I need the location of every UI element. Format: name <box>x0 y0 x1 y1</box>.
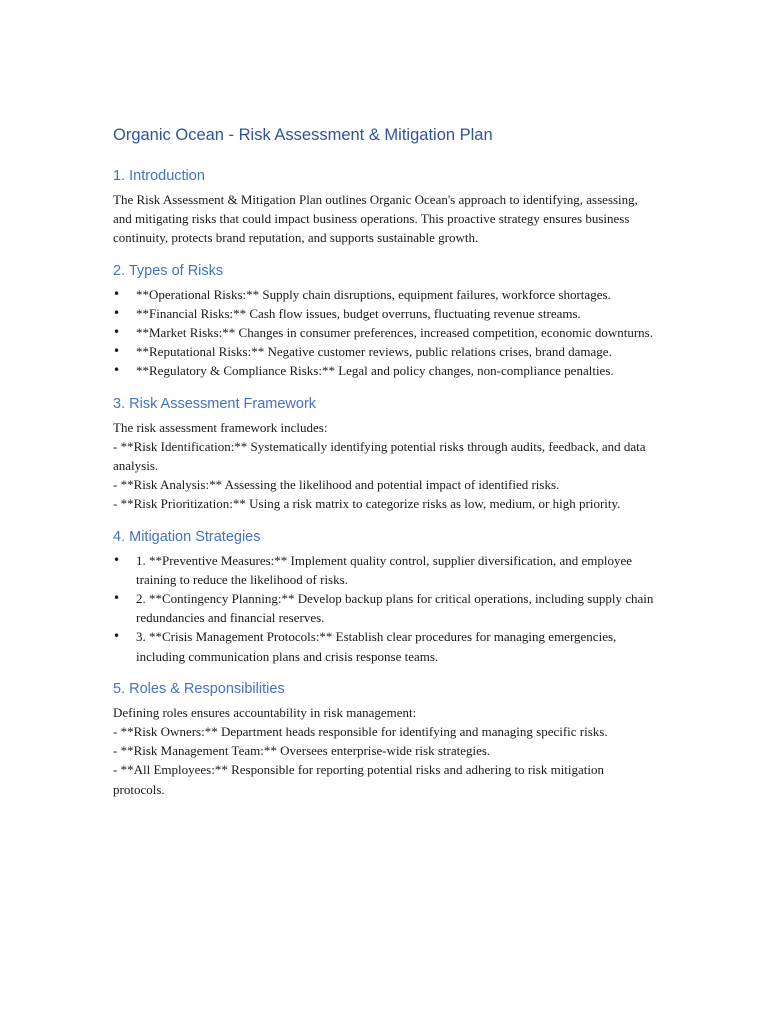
bullet-icon: • <box>113 305 121 320</box>
list-item <box>113 589 656 627</box>
document-title: Organic Ocean - Risk Assessment & Mitigation Plan <box>113 126 493 144</box>
section-heading-introduction: 1. Introduction <box>113 168 205 184</box>
list-item <box>113 627 656 665</box>
text-line: The risk assessment framework includes: <box>113 419 328 435</box>
section-heading-mitigation-strategies: 4. Mitigation Strategies <box>113 528 261 545</box>
list-item-text: 3. **Crisis Management Protocols:** Establish clear procedures for managing emergencies, including communication plans and crisis response teams. <box>136 629 617 664</box>
mitigation-strategies-list <box>113 551 656 666</box>
text-line: - **Risk Identification:** Systematically identifying potential risks through audits, feedback, and data analysis. <box>113 438 646 474</box>
text-line: - **Risk Prioritization:** Using a risk matrix to categorize risks as low, medium, or high priority. <box>113 496 621 512</box>
bullet-icon: • <box>113 286 121 301</box>
list-item-text: **Reputational Risks:** Negative customer reviews, public relations crises, brand damage. <box>136 344 612 360</box>
section-heading-roles-responsibilities: 5. Roles & Responsibilities <box>113 680 285 697</box>
risk-assessment-framework-text <box>113 418 656 514</box>
text-line: - **All Employees:** Responsible for reporting potential risks and adhering to risk mitigation protocols. <box>113 762 605 797</box>
list-item <box>113 551 656 589</box>
list-item <box>113 342 656 361</box>
introduction-paragraph: The Risk Assessment & Mitigation Plan outlines Organic Ocean's approach to identifying, assessing, and mitigating risks that could impact business operations. This proactive strategy ensures business continuity, protects brand reputation, and supports sustainable growth. <box>113 192 638 246</box>
section-heading-risk-assessment-framework: 3. Risk Assessment Framework <box>113 395 317 412</box>
list-item <box>113 304 656 323</box>
bullet-icon: • <box>113 629 121 644</box>
section-heading-types-of-risks: 2. Types of Risks <box>113 262 224 279</box>
list-item <box>113 323 656 342</box>
list-item-text: **Market Risks:** Changes in consumer preferences, increased competition, economic downturns. <box>136 325 653 341</box>
list-item-text: **Operational Risks:** Supply chain disruptions, equipment failures, workforce shortages. <box>136 286 611 302</box>
list-item <box>113 361 656 380</box>
list-item-text: **Regulatory & Compliance Risks:** Legal and policy changes, non-compliance penalties. <box>136 363 614 379</box>
list-item-text: 2. **Contingency Planning:** Develop backup plans for critical operations, including supply chain redundancies and financial reserves. <box>136 591 654 626</box>
text-line: - **Risk Management Team:** Oversees enterprise-wide risk strategies. <box>113 743 491 759</box>
list-item-text: 1. **Preventive Measures:** Implement quality control, supplier diversification, and employee training to reduce the likelihood of risks. <box>136 552 633 587</box>
list-item-text: **Financial Risks:** Cash flow issues, budget overruns, fluctuating revenue streams. <box>136 305 581 321</box>
text-line: Defining roles ensures accountability in risk management: <box>113 704 417 720</box>
bullet-icon: • <box>113 552 121 567</box>
text-line: - **Risk Owners:** Department heads responsible for identifying and managing specific risks. <box>113 724 608 740</box>
types-of-risks-list <box>113 285 656 381</box>
list-item <box>113 285 656 304</box>
bullet-icon: • <box>113 325 121 340</box>
bullet-icon: • <box>113 344 121 359</box>
roles-responsibilities-text <box>113 703 656 799</box>
bullet-icon: • <box>113 591 121 606</box>
bullet-icon: • <box>113 363 121 378</box>
text-line: - **Risk Analysis:** Assessing the likelihood and potential impact of identified risks. <box>113 477 560 493</box>
